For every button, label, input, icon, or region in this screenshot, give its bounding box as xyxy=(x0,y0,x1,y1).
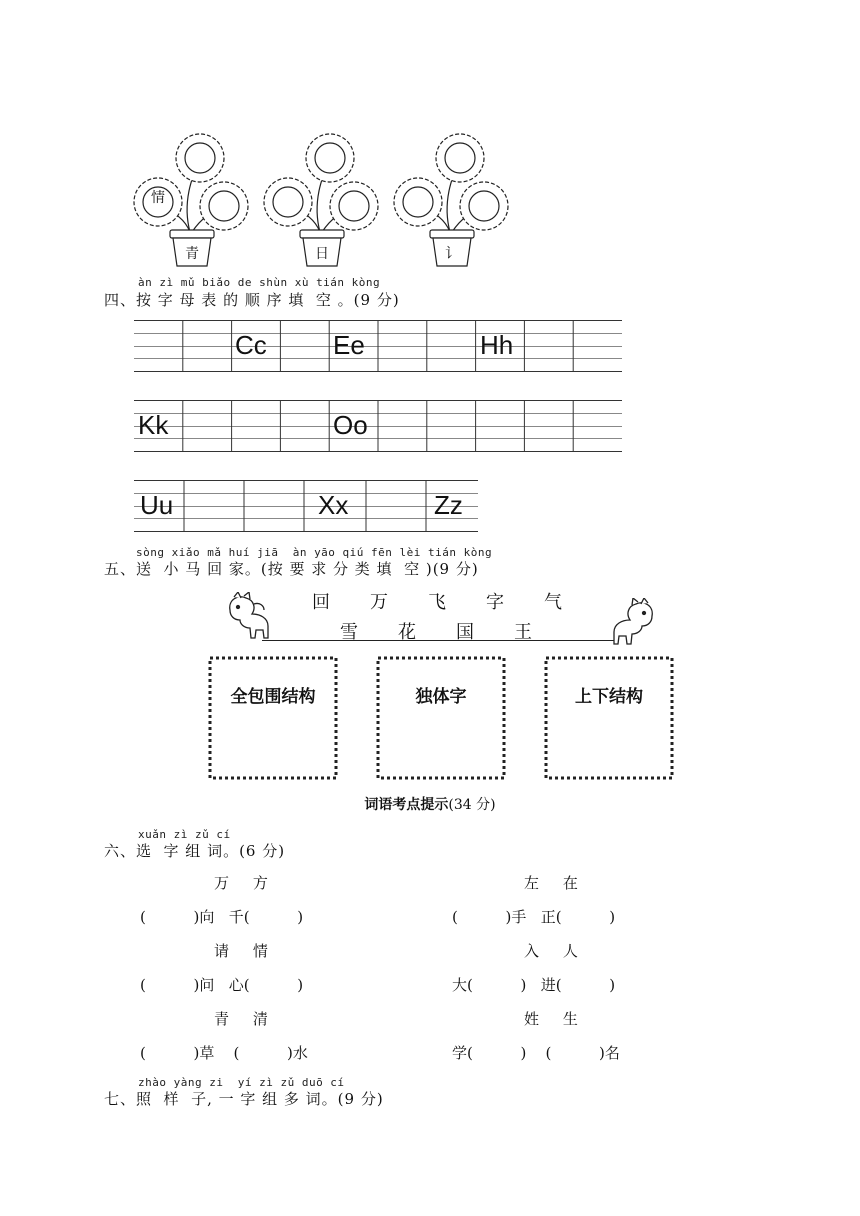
flower-pot-2 xyxy=(262,132,380,268)
word-options: 请 情 xyxy=(214,942,268,960)
box-border xyxy=(208,656,338,780)
section-score: (34 分) xyxy=(448,797,496,813)
box-border xyxy=(376,656,506,780)
word-blanks[interactable]: 学( ) ( )名 xyxy=(452,1044,620,1062)
char-option[interactable]: 回 xyxy=(312,592,330,613)
alphabet-cell: Uu xyxy=(140,490,174,520)
char-option[interactable]: 飞 xyxy=(428,592,446,613)
char-row-1 xyxy=(292,588,582,614)
word-options: 左 在 xyxy=(524,874,578,892)
alphabet-row-3 xyxy=(134,480,478,532)
flower-pot-1 xyxy=(132,132,250,268)
category-label: 全包围结构 xyxy=(230,687,316,707)
word-blanks[interactable]: 大( ) 进( ) xyxy=(452,976,616,994)
category-box-2[interactable] xyxy=(376,656,506,780)
char-option[interactable]: 王 xyxy=(514,622,532,643)
horse-icon xyxy=(608,598,658,648)
word-options: 青 清 xyxy=(214,1010,268,1028)
word-blanks[interactable]: ( )问 心( ) xyxy=(140,976,304,994)
q6-pinyin: xuǎn zì zǔ cí xyxy=(138,828,231,841)
q5-pinyin: sòng xiǎo mǎ huí jiā àn yāo qiú fēn lèi tián kòng xyxy=(136,546,493,559)
pot-char: 日 xyxy=(315,246,329,262)
q4-title: 四、按 字 母 表 的 顺 序 填 空 。(9 分) xyxy=(104,291,400,309)
section-heading xyxy=(0,794,860,814)
four-line-grid xyxy=(134,400,622,452)
q5-title: 五、送 小 马 回 家。(按 要 求 分 类 填 空 )(9 分) xyxy=(104,560,479,578)
q4-pinyin: àn zì mǔ biǎo de shùn xù tián kòng xyxy=(138,276,381,289)
section-heading-text: 词语考点提示 xyxy=(364,797,449,813)
alphabet-cell: Zz xyxy=(434,490,463,520)
q7-pinyin: zhào yàng zi yí zì zǔ duō cí xyxy=(138,1076,345,1089)
char-option[interactable]: 雪 xyxy=(340,622,358,643)
flower-char: 情 xyxy=(151,190,165,206)
alphabet-row-2 xyxy=(134,400,622,452)
word-blanks[interactable]: ( )草 ( )水 xyxy=(140,1044,308,1062)
alphabet-cell: Oo xyxy=(333,410,368,440)
alphabet-cell: Kk xyxy=(138,410,169,440)
word-blanks[interactable]: ( )向 千( ) xyxy=(140,908,304,926)
alphabet-cell: Xx xyxy=(318,490,349,520)
char-option[interactable]: 字 xyxy=(486,592,504,613)
pot-char: 青 xyxy=(185,246,199,262)
q6-title: 六、选 字 组 词。(6 分) xyxy=(104,842,286,860)
category-box-1[interactable] xyxy=(208,656,338,780)
word-blanks[interactable]: ( )手 正( ) xyxy=(452,908,616,926)
category-box-3[interactable] xyxy=(544,656,674,780)
q7-title: 七、照 样 子, 一 字 组 多 词。(9 分) xyxy=(104,1090,384,1108)
horse-icon xyxy=(224,592,274,642)
alphabet-row-1 xyxy=(134,320,622,372)
alphabet-cell: Ee xyxy=(333,330,365,360)
category-label: 上下结构 xyxy=(575,687,643,707)
four-line-grid xyxy=(134,320,622,372)
alphabet-cell: Hh xyxy=(480,330,514,360)
char-option[interactable]: 国 xyxy=(456,622,474,643)
flower-pot-3 xyxy=(392,132,510,268)
word-options: 姓 生 xyxy=(524,1010,578,1028)
word-options: 入 人 xyxy=(524,942,578,960)
word-options: 万 方 xyxy=(214,874,268,892)
category-label: 独体字 xyxy=(415,687,467,707)
box-border xyxy=(544,656,674,780)
char-option[interactable]: 气 xyxy=(544,592,562,613)
alphabet-cell: Cc xyxy=(235,330,267,360)
four-line-grid xyxy=(134,480,478,532)
char-option[interactable]: 万 xyxy=(370,592,388,613)
char-row-2 xyxy=(320,618,552,644)
char-option[interactable]: 花 xyxy=(398,622,416,643)
pot-char: 讠 xyxy=(445,246,459,262)
